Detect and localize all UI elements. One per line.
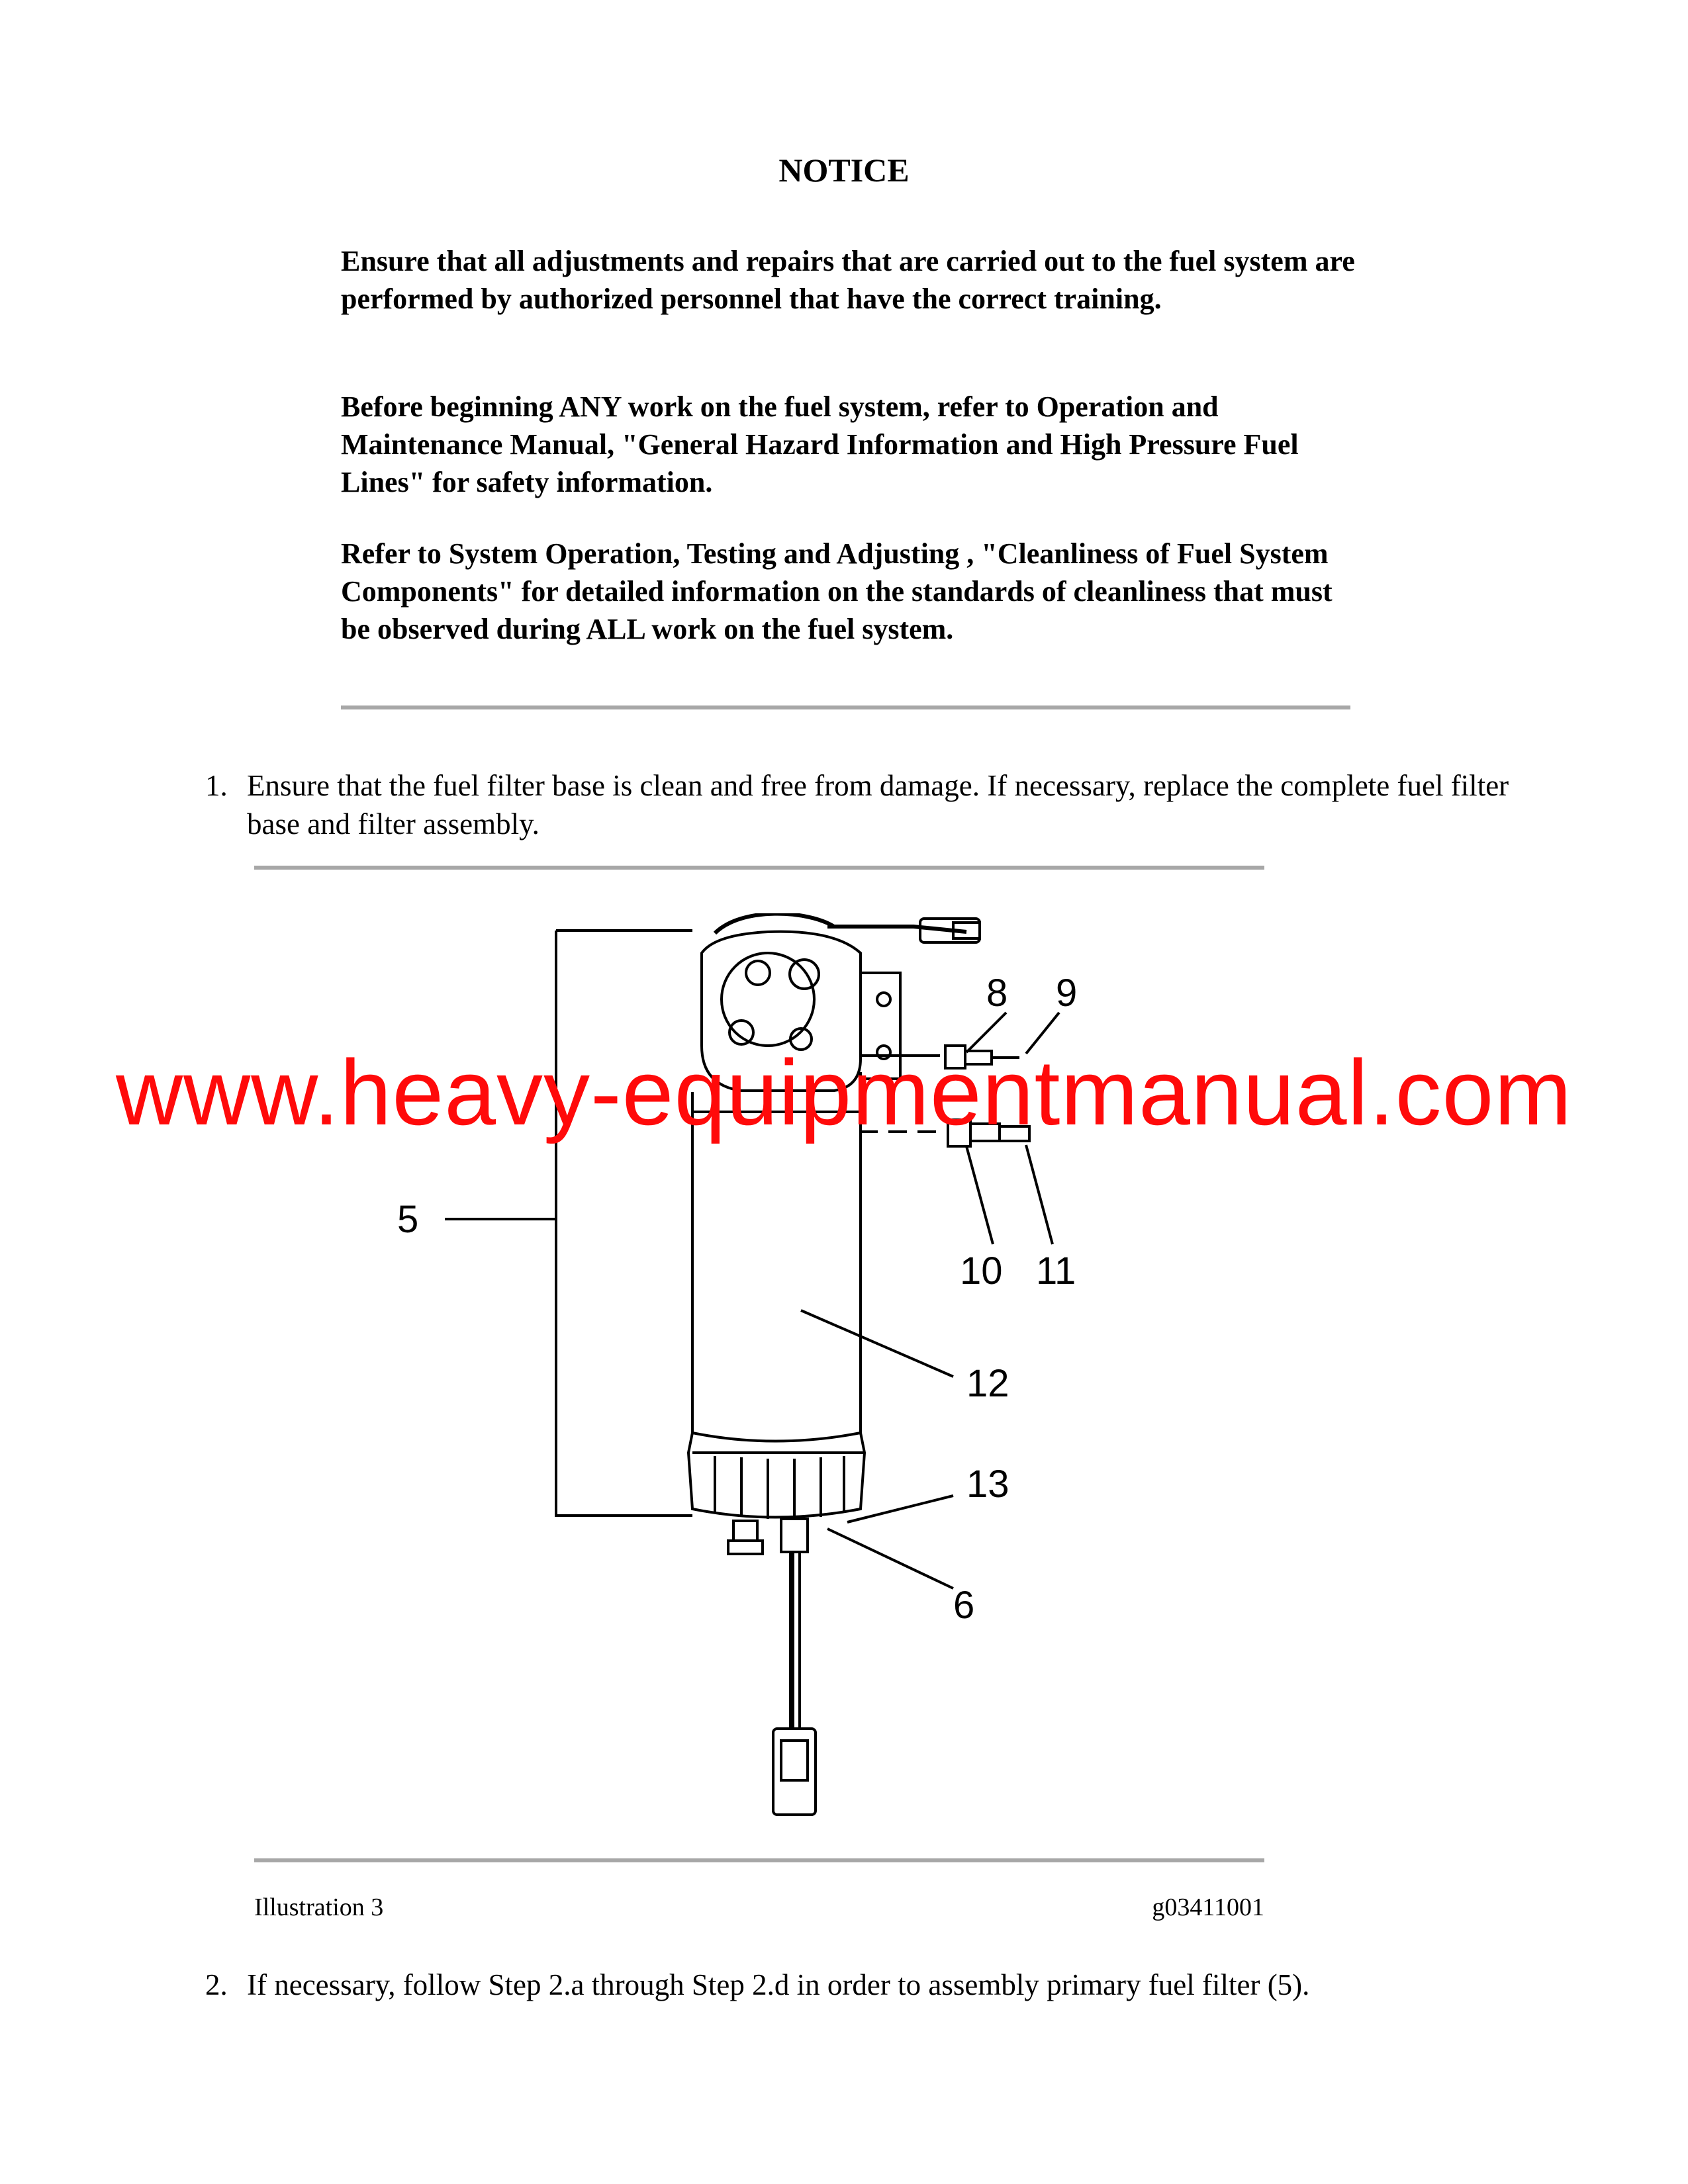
callout-5: 5 bbox=[397, 1198, 419, 1241]
notice-paragraph-2: Before beginning ANY work on the fuel system, refer to Operation and Maintenance Manual, "General Hazard Information and High Pressure Fuel Lines" for safety information. bbox=[341, 390, 1299, 498]
step-number: 1. bbox=[205, 769, 228, 802]
step-text: Ensure that the fuel filter base is clean and free from damage. If necessary, replace the complete fuel filter base and filter assembly. bbox=[247, 769, 1509, 841]
illustration-bottom-divider bbox=[254, 1858, 1264, 1862]
illustration-top-divider bbox=[254, 866, 1264, 870]
step-text: If necessary, follow Step 2.a through Step 2.d in order to assembly primary fuel filter (5). bbox=[247, 1968, 1310, 2001]
step-1 bbox=[205, 766, 1549, 852]
illustration-caption: Illustration 3 bbox=[254, 1893, 384, 1921]
step-number: 2. bbox=[205, 1968, 228, 2001]
callout-8: 8 bbox=[986, 972, 1008, 1015]
notice-divider bbox=[341, 705, 1350, 709]
step-2 bbox=[205, 1966, 1549, 2008]
callout-12: 12 bbox=[966, 1362, 1009, 1405]
callout-10: 10 bbox=[960, 1250, 1003, 1293]
notice-paragraph-3: Refer to System Operation, Testing and Adjusting , "Cleanliness of Fuel System Components" for detailed information on the standards of cleanliness that must be observed during ALL work on the fuel system. bbox=[341, 537, 1333, 645]
callout-13: 13 bbox=[966, 1463, 1009, 1506]
notice-paragraph-1: Ensure that all adjustments and repairs that are carried out to the fuel system are performed by authorized personnel that have the correct training. bbox=[341, 245, 1355, 315]
notice-title: NOTICE bbox=[778, 152, 910, 189]
callout-11: 11 bbox=[1036, 1250, 1076, 1293]
callout-6: 6 bbox=[953, 1584, 975, 1627]
callout-9: 9 bbox=[1056, 972, 1078, 1015]
illustration-id: g03411001 bbox=[1152, 1893, 1264, 1921]
watermark: www.heavy-equipmentmanual.com bbox=[115, 1040, 1573, 1144]
